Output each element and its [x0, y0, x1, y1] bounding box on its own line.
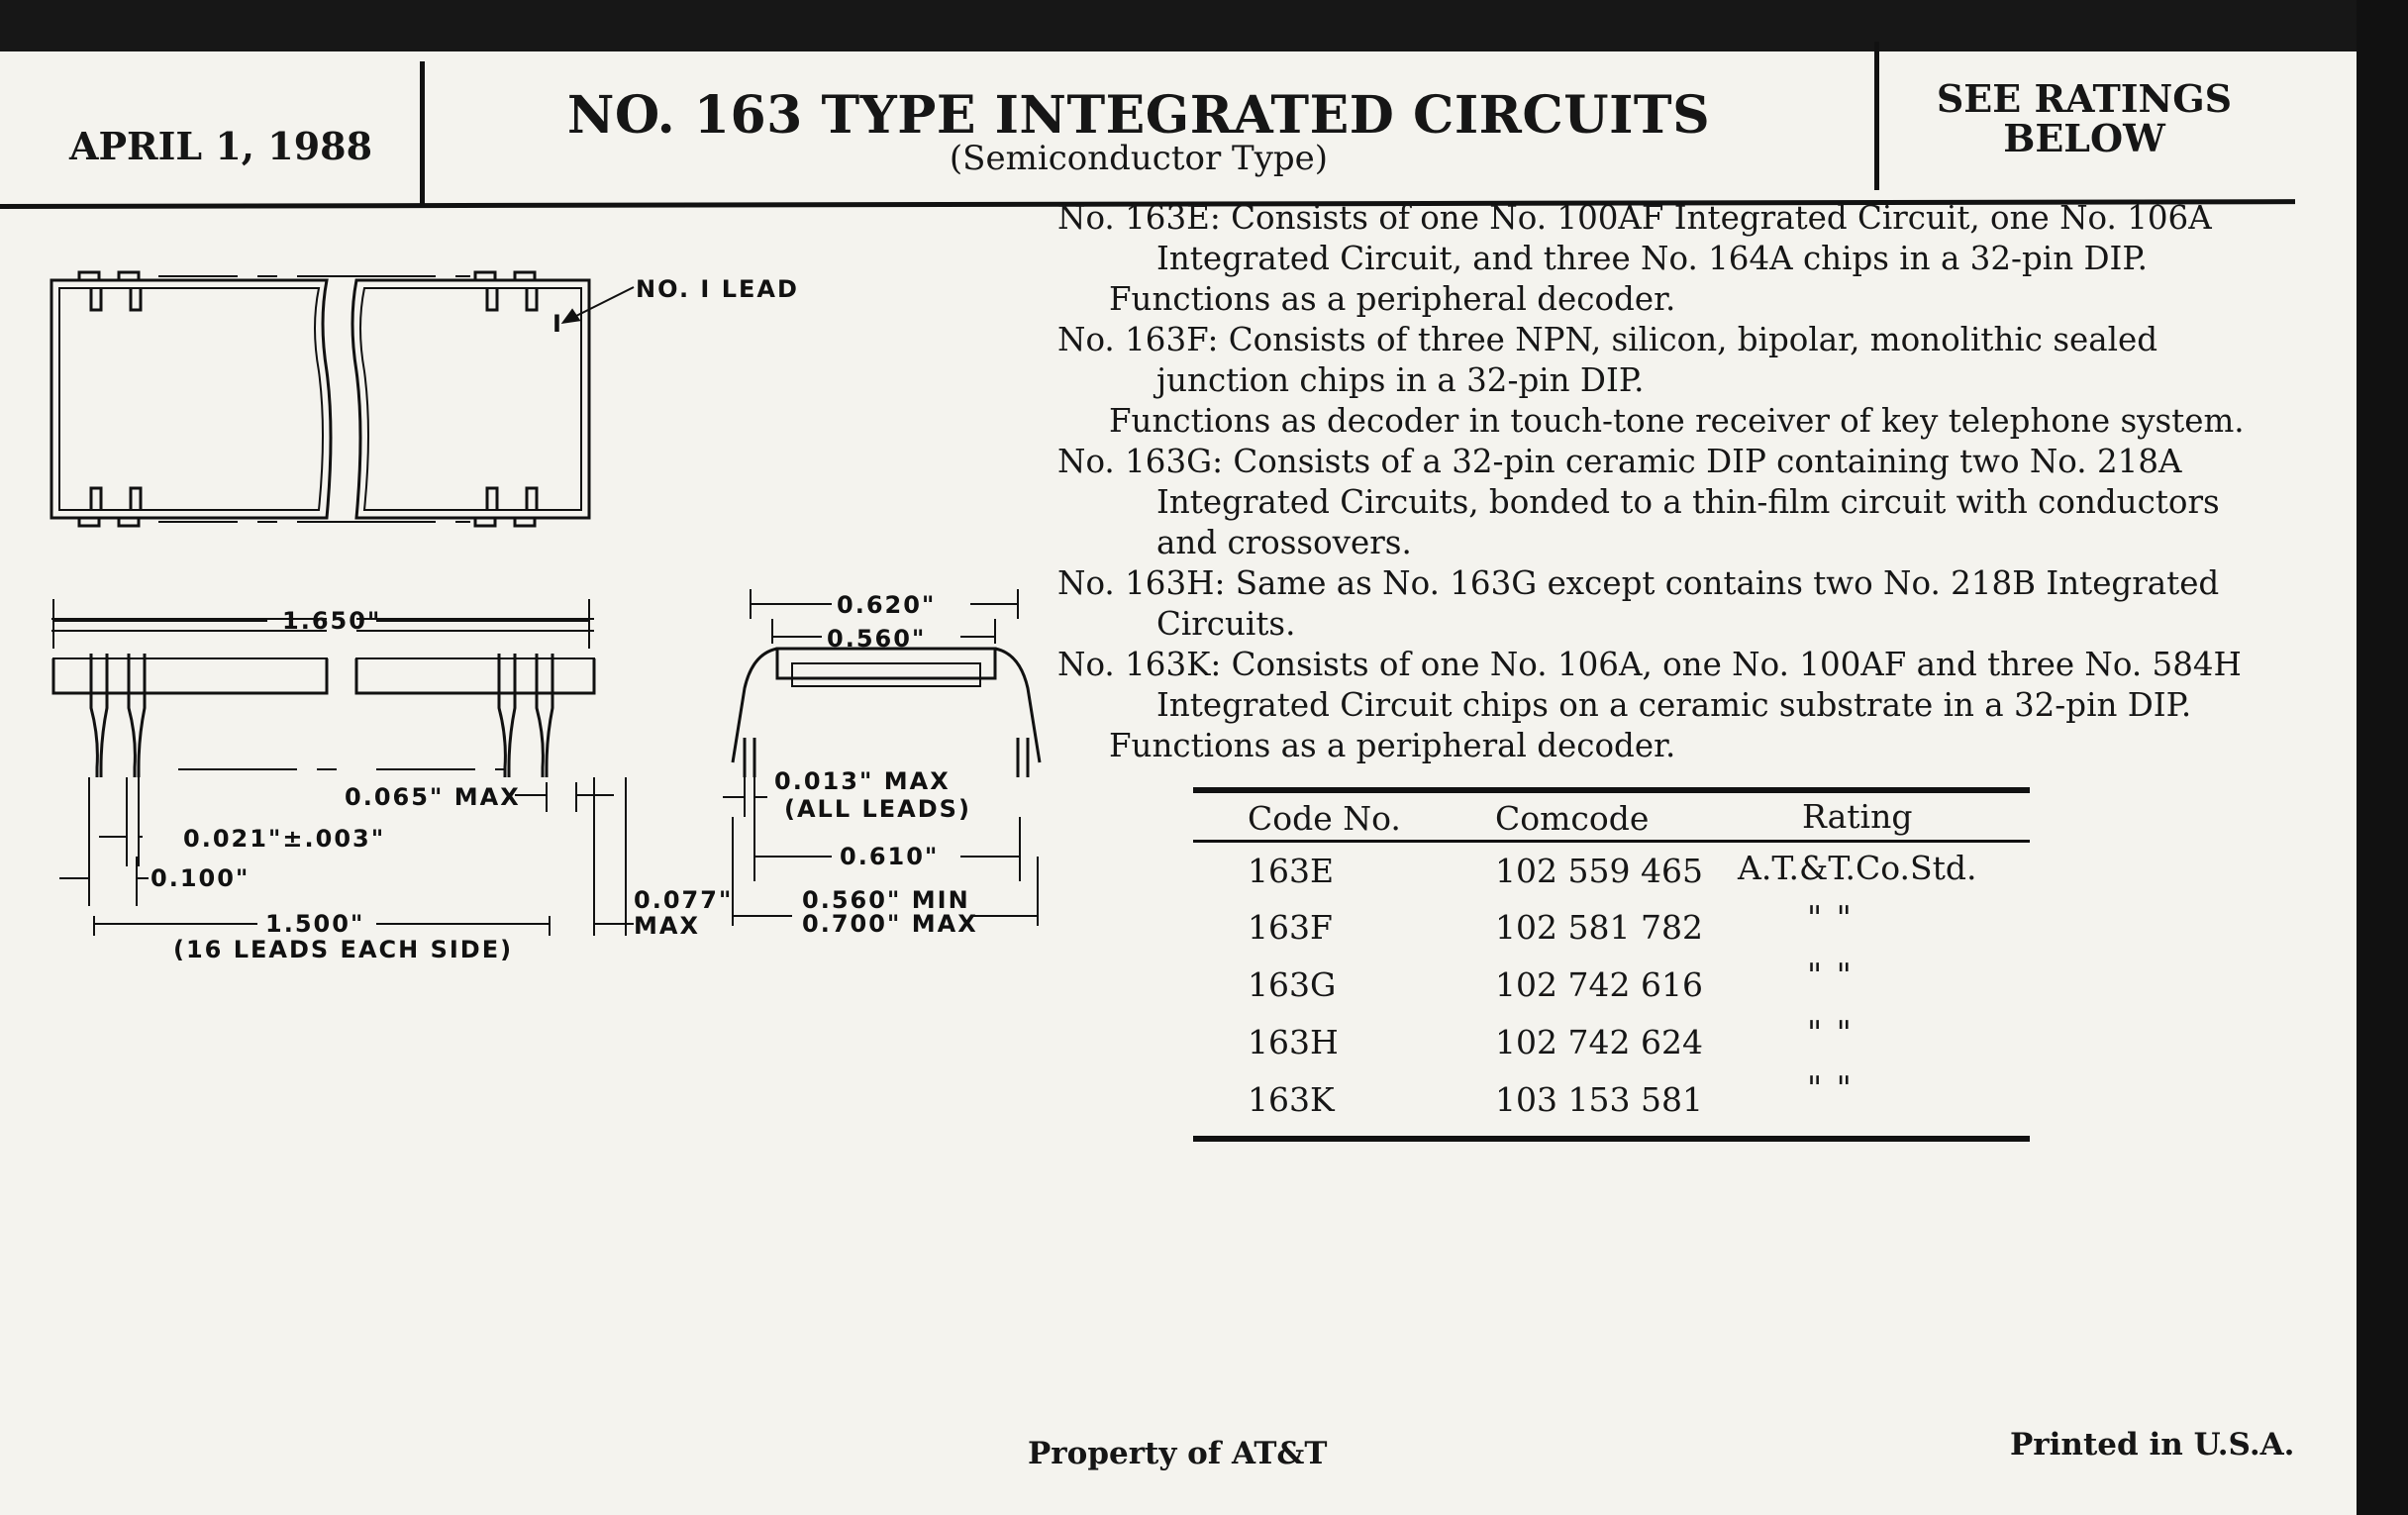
col-header-comcode: Comcode [1495, 799, 1650, 838]
label-dim-1650: 1.650" [282, 607, 382, 635]
scan-right-border [2357, 0, 2408, 1515]
footer-printed: Printed in U.S.A. [2010, 1427, 2295, 1463]
label-dim-0620: 0.620" [837, 591, 937, 619]
page-subtitle: (Semiconductor Type) [949, 139, 1329, 178]
table-row-4-code: 163H [1248, 1023, 1339, 1061]
table-row-5-comcode: 103 153 581 [1495, 1080, 1703, 1119]
label-dim-0077-max: MAX [634, 912, 700, 940]
issue-date: APRIL 1, 1988 [69, 124, 373, 168]
package-outline-drawing [40, 262, 1050, 975]
desc-163g: No. 163G: Consists of a 32-pin ceramic DIP containing two No. 218A Integrated Circuits, bonded to a thin-film circuit with conductors and crossovers. [1057, 443, 2220, 561]
table-row-1-code: 163E [1248, 852, 1335, 890]
table-row-1-comcode: 102 559 465 [1495, 852, 1703, 890]
table-rule-top [1193, 787, 2030, 793]
table-row-3-code: 163G [1248, 965, 1337, 1004]
type-descriptions [1057, 198, 2256, 766]
top-view [51, 272, 634, 526]
label-dim-0560: 0.560" [827, 625, 927, 653]
label-no1-lead: NO. I LEAD [636, 275, 799, 303]
table-rule-header [1193, 840, 2030, 843]
table-row-4-comcode: 102 742 624 [1495, 1023, 1703, 1061]
label-dim-1500: 1.500" [265, 910, 365, 938]
table-row-4-rating: " " [1807, 1013, 1854, 1052]
desc-163e-function: Functions as a peripheral decoder. [1109, 280, 1676, 318]
col-header-code: Code No. [1248, 799, 1401, 838]
page-title: NO. 163 TYPE INTEGRATED CIRCUITS [566, 85, 1711, 146]
desc-163e: No. 163E: Consists of one No. 100AF Integrated Circuit, one No. 106A Integrated Circuit, and three No. 164A chips in a 32-pin DIP. [1057, 199, 2212, 277]
label-dim-0065: 0.065" MAX [345, 783, 521, 811]
label-dim-0560-min: 0.560" MIN [802, 886, 970, 914]
desc-163f: No. 163F: Consists of three NPN, silicon, bipolar, monolithic sealed junction chips in a 32-pin DIP. [1057, 321, 2158, 399]
header-divider-right [1874, 42, 1879, 190]
label-dim-0077: 0.077" [634, 886, 734, 914]
col-header-rating: Rating [1802, 797, 1913, 836]
table-row-3-rating: " " [1807, 956, 1854, 994]
ratings-note [1886, 76, 2282, 160]
header-divider-left [420, 61, 425, 208]
table-row-2-rating: " " [1807, 898, 1854, 937]
label-dim-0610: 0.610" [840, 843, 940, 870]
desc-163k: No. 163K: Consists of one No. 106A, one No. 100AF and three No. 584H Integrated Circuit chips on a ceramic substrate in a 32-pin DIP. [1057, 646, 2242, 724]
table-row-5-code: 163K [1248, 1080, 1335, 1119]
label-pin1-mark: I [552, 310, 563, 338]
footer-property: Property of AT&T [1028, 1436, 1328, 1471]
ratings-note-line2: BELOW [2003, 116, 2165, 160]
table-row-3-comcode: 102 742 616 [1495, 965, 1703, 1004]
scan-top-border [0, 0, 2408, 51]
table-row-5-rating: " " [1807, 1068, 1854, 1107]
table-row-1-rating: A.T.&T.Co.Std. [1738, 849, 1977, 887]
label-dim-0100: 0.100" [150, 864, 251, 892]
label-leads-note: (16 LEADS EACH SIDE) [173, 936, 514, 963]
label-all-leads: (ALL LEADS) [784, 795, 971, 823]
table-row-2-code: 163F [1248, 908, 1333, 947]
side-view [51, 599, 634, 936]
desc-163h: No. 163H: Same as No. 163G except contains two No. 218B Integrated Circuits. [1057, 564, 2220, 643]
desc-163k-function: Functions as a peripheral decoder. [1109, 727, 1676, 764]
table-row-2-comcode: 102 581 782 [1495, 908, 1703, 947]
label-dim-0700-max: 0.700" MAX [802, 910, 978, 938]
ratings-note-line1: SEE RATINGS [1936, 76, 2233, 121]
label-dim-0021: 0.021"±.003" [183, 825, 386, 853]
table-rule-bottom [1193, 1136, 2030, 1142]
desc-163f-function: Functions as decoder in touch-tone receiver of key telephone system. [1109, 402, 2245, 440]
label-dim-0013: 0.013" MAX [774, 767, 951, 795]
